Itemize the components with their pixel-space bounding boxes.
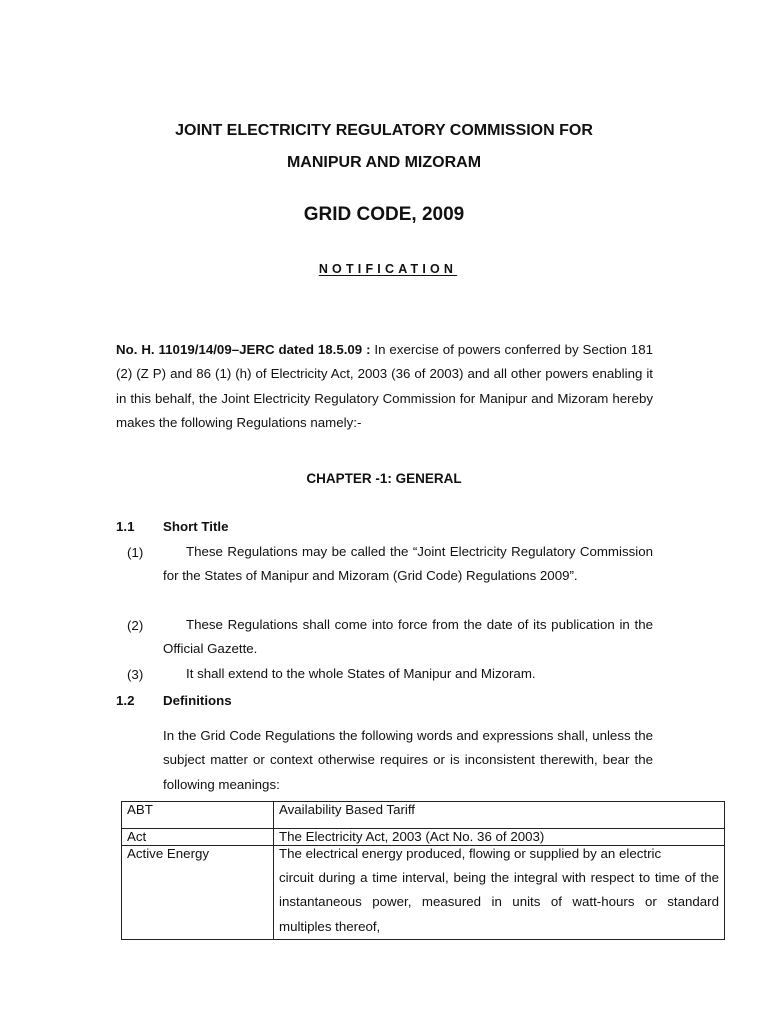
doc-title-line-1: JOINT ELECTRICITY REGULATORY COMMISSION FOR: [175, 122, 593, 139]
definition-text-line-1: The electrical energy produced, flowing or supplied by an electric: [279, 846, 662, 861]
definition-term: Active Energy: [122, 846, 274, 940]
section-number: 1.1: [116, 519, 135, 534]
definition-text: The Electricity Act, 2003 (Act No. 36 of 2003): [274, 829, 725, 846]
definitions-intro: In the Grid Code Regulations the following words and expressions shall, unless the subject matter or context otherwise requires or is inconsistent therewith, bear the following meanings:: [163, 728, 653, 792]
section-title: Definitions: [163, 693, 232, 708]
section-number: 1.2: [116, 693, 135, 708]
definition-term: Act: [122, 829, 274, 846]
item-number: (2): [127, 618, 144, 633]
notification-paragraph: [116, 338, 653, 436]
table-row: [122, 829, 725, 846]
notification-reference: No. H. 11019/14/09–JERC dated 18.5.09 :: [116, 342, 371, 357]
definitions-table: [121, 801, 725, 940]
item-text: These Regulations may be called the “Joint Electricity Regulatory Commission for the States of Manipur and Mizoram (Grid Code) Regulations 2009”.: [163, 544, 653, 584]
definition-text: [274, 846, 725, 940]
table-row: [122, 802, 725, 829]
chapter-heading: CHAPTER -1: GENERAL: [306, 471, 462, 486]
definition-term: ABT: [122, 802, 274, 829]
item-text: It shall extend to the whole States of Manipur and Mizoram.: [186, 666, 536, 681]
doc-subtitle: GRID CODE, 2009: [303, 204, 465, 225]
notification-heading: NOTIFICATION: [318, 262, 458, 276]
doc-title-line-2: MANIPUR AND MIZORAM: [286, 154, 482, 171]
section-title: Short Title: [163, 519, 229, 534]
table-row: [122, 846, 725, 940]
item-text: These Regulations shall come into force from the date of its publication in the Official Gazette.: [163, 617, 653, 657]
item-number: (3): [127, 667, 144, 682]
item-number: (1): [127, 545, 144, 560]
notification-body: In exercise of powers conferred by Section 181 (2) (Z P) and 86 (1) (h) of Electricity Act, 2003 (36 of 2003) and all other powers enabling it in this behalf, the Joint Electricity Regulatory Commission for Manipur and Mizoram hereby makes the following Regulations namely:-: [116, 342, 653, 431]
definition-text: Availability Based Tariff: [274, 802, 725, 829]
definition-text-rest: circuit during a time interval, being the integral with respect to time of the instantaneous power, measured in units of watt-hours or standard multiples thereof,: [279, 870, 719, 934]
